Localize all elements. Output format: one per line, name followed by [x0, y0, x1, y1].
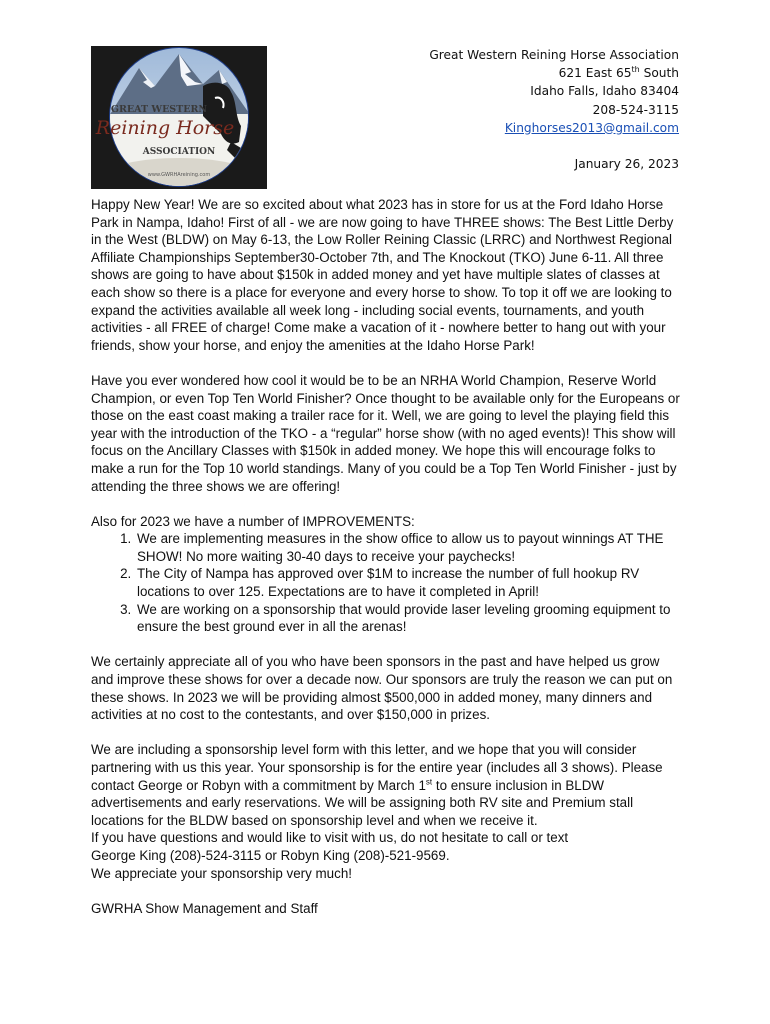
signature: GWRHA Show Management and Staff [91, 900, 318, 916]
list-item: 3. We are working on a sponsorship that would provide laser leveling grooming equipment to ensure the best ground ever in all the arenas! [135, 601, 681, 636]
phone-number: 208-524-3115 [592, 102, 679, 117]
paragraph-appreciation: We appreciate your sponsorship very much! [91, 865, 352, 881]
list-item: 2. The City of Nampa has approved over $1M to increase the number of full hookup RV locations to over 125. Expectations are to have it completed in April! [135, 565, 681, 600]
improvements-list [91, 530, 681, 636]
paragraph-world-champion: Have you ever wondered how cool it would be to be an NRHA World Champion, Reserve World Champion, or even Top Ten World Finisher? Once thought to be available only for the Europeans or those on the east coast making a trailer race for it. Well, we are going to level the playing field this year with the introduction of the TKO - a “regular” horse show (with no aged events)! This show will focus on the Ancillary Classes with $150k in added money. We hope this will encourage folks to make a run for the Top 10 world standings. Many of you could be a Top Ten World Finisher - just by attending the three shows we are offering! [91, 372, 680, 494]
email-link[interactable]: Kinghorses2013@gmail.com [504, 120, 679, 135]
contact-numbers: George King (208)-524-3115 or Robyn King (208)-521-9569. [91, 847, 450, 863]
letter-body [91, 196, 681, 935]
paragraph-questions: If you have questions and would like to visit with us, do not hesitate to call or text [91, 830, 569, 846]
paragraph-intro: Happy New Year! We are so excited about what 2023 has in store for us at the Ford Idaho Horse Park in Nampa, Idaho! First of all - we are now going to have THREE shows: The Best Little Derby in the West (BLDW) on May 6-13, the Low Roller Reining Classic (LRRC) and Northwest Regional Affiliate Championships September30-October 7th, and The Knockout (TKO) June 6-11. All three shows are going to have about $150k in added money and yet have multiple slates of classes at each show so there is a place for everyone and every horse to show. To top it off we are looking to expand the activities available all week long - including social events, tournaments, and youth activities - all FREE of charge! Come make a vacation of it - nowhere better to hang out with your friends, show your horse, and enjoy the amenities at the Idaho Horse Park! [91, 197, 674, 353]
street-address: 621 East 65th South [558, 65, 679, 81]
list-item: 1. We are implementing measures in the show office to allow us to payout winnings AT THE SHOW! No more waiting 30-40 days to receive your paychecks! [135, 530, 681, 565]
logo-url: www.GWRHAreining.com [147, 172, 211, 178]
logo-line2: Reining Horse [95, 117, 235, 139]
logo-line3: ASSOCIATION [142, 147, 216, 157]
logo-line1: GREAT WESTERN [110, 104, 208, 115]
org-name: Great Western Reining Horse Association [429, 48, 679, 62]
association-logo [91, 46, 267, 189]
paragraph-sponsors: We certainly appreciate all of you who have been sponsors in the past and have helped us grow and improve these shows for over a decade now. Our sponsors are truly the reason we can put on these shows. In 2023 we will be providing almost $500,000 in added money, many dinners and activities at no cost to the contestants, and over $150,000 in prizes. [91, 654, 673, 723]
paragraph-sponsorship-form: We are including a sponsorship level form with this letter, and we hope that you will consider partnering with us this year. Your sponsorship is for the entire year (includes all 3 shows). Please contact George or Robyn with a commitment by March 1st to ensure inclusion in BLDW advertisements and early reservations. We will be assigning both RV site and Premium stall locations for the BLDW based on sponsorship level and when we receive it. [91, 742, 663, 828]
city-state-zip: Idaho Falls, Idaho 83404 [530, 84, 679, 99]
letter-date: January 26, 2023 [574, 157, 679, 172]
improvements-intro: Also for 2023 we have a number of IMPROVEMENTS: [91, 513, 415, 529]
letterhead [429, 46, 679, 173]
